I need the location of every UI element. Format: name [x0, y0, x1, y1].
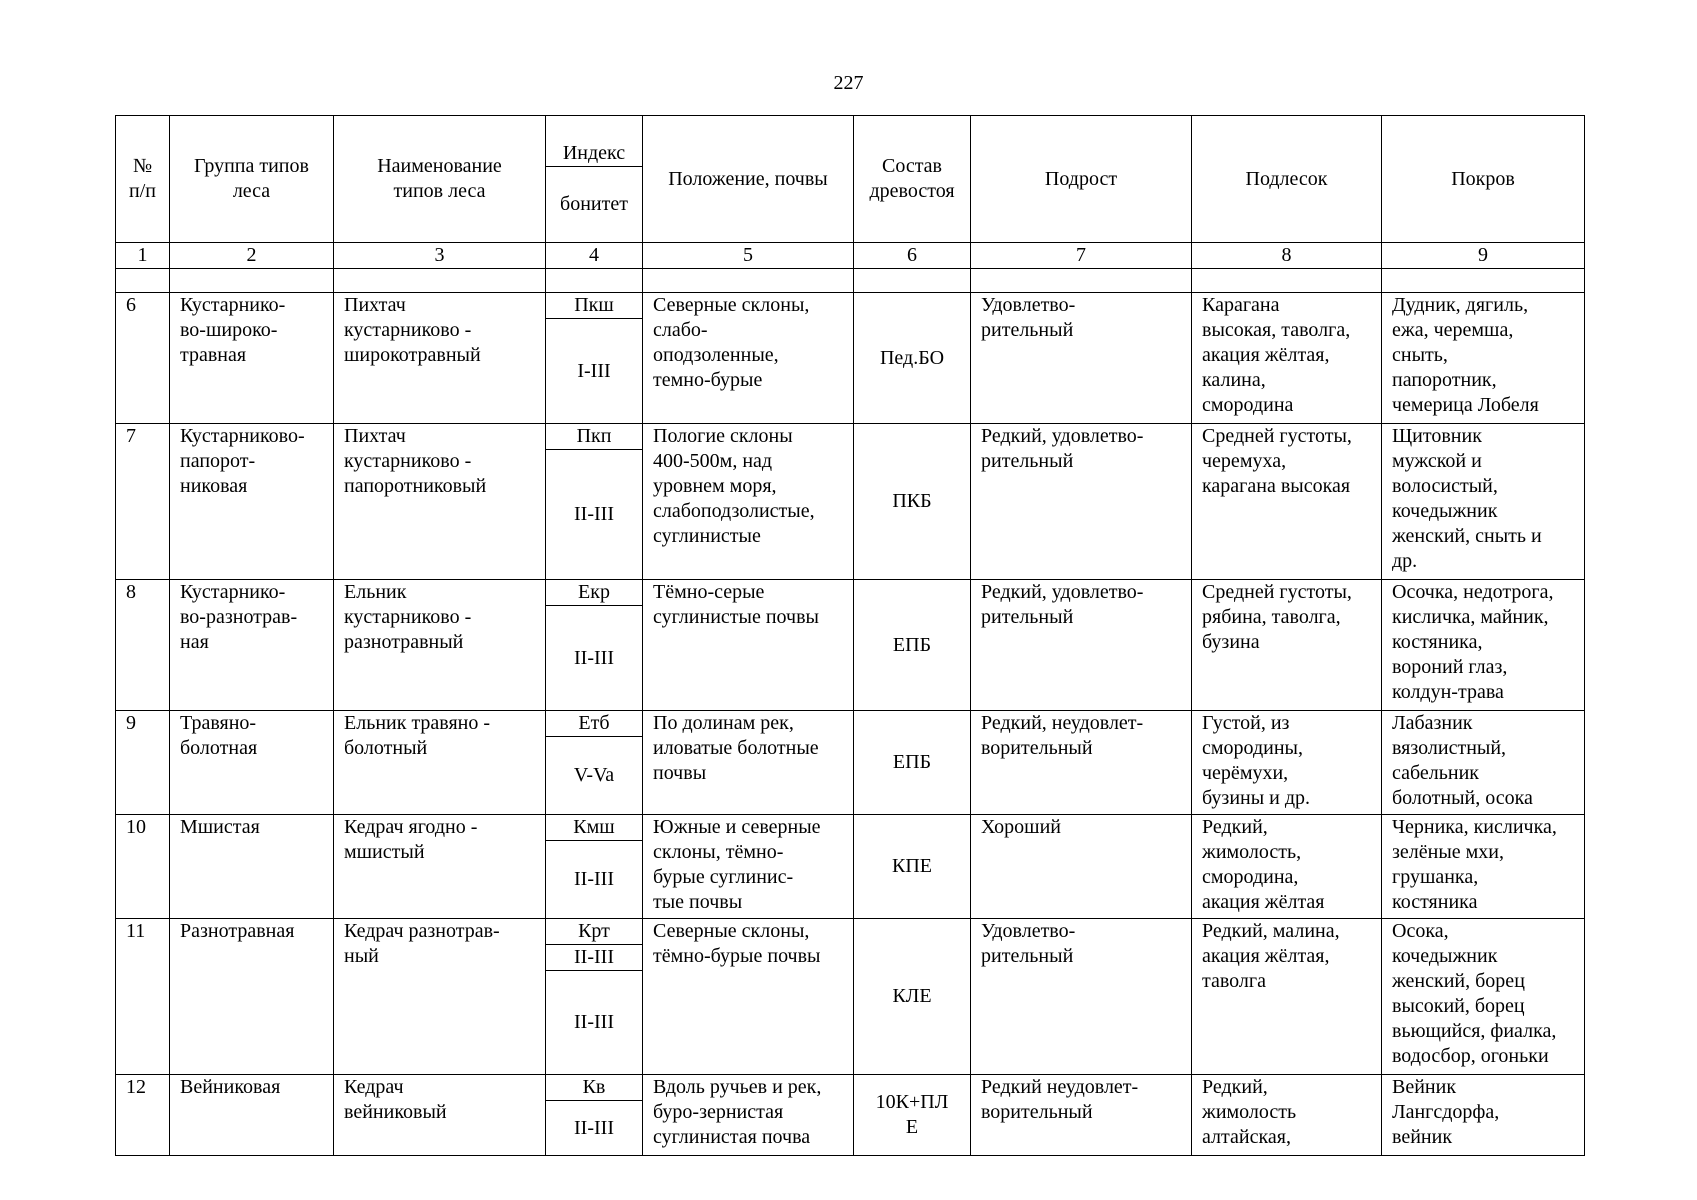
column-number: 3: [334, 243, 546, 269]
header-group: Группа типов леса: [170, 116, 334, 243]
header-index-label: Индекс: [546, 141, 642, 167]
header-name: Наименование типов леса: [334, 116, 546, 243]
cell-cover: Лабазник вязолистный, сабельник болотный, осока: [1382, 711, 1585, 815]
cell-position: Вдоль ручьев и рек, буро-зернистая суглинистая почва: [643, 1075, 854, 1156]
cell-name: Кедрач разнотрав- ный: [334, 919, 546, 1075]
cell-num: 11: [116, 919, 170, 1075]
cell-num: 7: [116, 424, 170, 580]
cell-position: Северные склоны, тёмно-бурые почвы: [643, 919, 854, 1075]
blank-row: [116, 269, 1585, 293]
index-bonitet: II-III: [574, 503, 614, 525]
cell-composition: КЛЕ: [854, 919, 971, 1075]
table-row: [116, 580, 1585, 711]
cell-name: Пихтач кустарниково - папоротниковый: [334, 424, 546, 580]
cell-name: Кедрач вейниковый: [334, 1075, 546, 1156]
cell-num: 10: [116, 815, 170, 919]
forest-types-table: [115, 115, 1585, 1156]
cell-name: Ельник кустарниково - разнотравный: [334, 580, 546, 711]
cell-undergrowth: Удовлетво- рительный: [971, 919, 1192, 1075]
index-bonitet: V-Va: [573, 764, 615, 786]
column-number: 7: [971, 243, 1192, 269]
cell-composition: ПКБ: [854, 424, 971, 580]
cell-composition: Пед.БО: [854, 293, 971, 424]
cell-underbrush: Редкий, жимолость алтайская,: [1192, 1075, 1382, 1156]
index-code: Крт: [546, 919, 642, 945]
cell-group: Кустарнико- во-разнотрав- ная: [170, 580, 334, 711]
index-code: Пкп: [546, 424, 642, 450]
table-row: [116, 1075, 1585, 1156]
table-row: [116, 424, 1585, 580]
cell-index: [546, 815, 643, 919]
index-bonitet-extra: II-III: [546, 945, 642, 971]
cell-undergrowth: Удовлетво- рительный: [971, 293, 1192, 424]
index-code: Екр: [546, 580, 642, 606]
cell-cover: Осочка, недотрога, кисличка, майник, костяника, вороний глаз, колдун-трава: [1382, 580, 1585, 711]
cell-index: [546, 293, 643, 424]
cell-position: По долинам рек, иловатые болотные почвы: [643, 711, 854, 815]
cell-name: Ельник травяно - болотный: [334, 711, 546, 815]
cell-group: Кустарнико- во-широко- травная: [170, 293, 334, 424]
cell-position: Тёмно-серые суглинистые почвы: [643, 580, 854, 711]
index-code: Кв: [546, 1075, 642, 1101]
header-num: № п/п: [116, 116, 170, 243]
table-row: [116, 815, 1585, 919]
cell-index: [546, 424, 643, 580]
column-number: 5: [643, 243, 854, 269]
index-bonitet: II-III: [574, 868, 614, 890]
column-number: 2: [170, 243, 334, 269]
cell-undergrowth: Хороший: [971, 815, 1192, 919]
cell-group: Вейниковая: [170, 1075, 334, 1156]
cell-composition: 10К+ПЛ Е: [854, 1075, 971, 1156]
cell-num: 8: [116, 580, 170, 711]
index-code: Етб: [546, 711, 642, 737]
cell-index: [546, 919, 643, 1075]
cell-cover: Осока, кочедыжник женский, борец высокий, борец вьющийся, фиалка, водосбор, огоньки: [1382, 919, 1585, 1075]
index-bonitet: II-III: [574, 1116, 614, 1139]
cell-group: Травяно- болотная: [170, 711, 334, 815]
index-bonitet: II-III: [574, 646, 614, 669]
cell-underbrush: Карагана высокая, таволга, акация жёлтая, калина, смородина: [1192, 293, 1382, 424]
cell-cover: Щитовник мужской и волосистый, кочедыжник женский, сныть и др.: [1382, 424, 1585, 580]
cell-underbrush: Редкий, малина, акация жёлтая, таволга: [1192, 919, 1382, 1075]
index-code: Пкш: [546, 293, 642, 319]
header-index: [546, 116, 643, 243]
cell-name: Кедрач ягодно - мшистый: [334, 815, 546, 919]
cell-undergrowth: Редкий, неудовлет- ворительный: [971, 711, 1192, 815]
cell-index: [546, 1075, 643, 1156]
cell-composition: ЕПБ: [854, 580, 971, 711]
column-number-row: [116, 243, 1585, 269]
cell-num: 6: [116, 293, 170, 424]
header-row: [116, 116, 1585, 243]
header-underbrush: Подлесок: [1192, 116, 1382, 243]
cell-num: 12: [116, 1075, 170, 1156]
table-row: [116, 919, 1585, 1075]
header-cover: Покров: [1382, 116, 1585, 243]
cell-name: Пихтач кустарниково - широкотравный: [334, 293, 546, 424]
header-undergrowth: Подрост: [971, 116, 1192, 243]
cell-cover: Дудник, дягиль, ежа, черемша, сныть, папоротник, чемерица Лобеля: [1382, 293, 1585, 424]
cell-underbrush: Густой, из смородины, черёмухи, бузины и др.: [1192, 711, 1382, 815]
header-position: Положение, почвы: [643, 116, 854, 243]
cell-underbrush: Средней густоты, черемуха, карагана высокая: [1192, 424, 1382, 580]
cell-index: [546, 580, 643, 711]
column-number: 9: [1382, 243, 1585, 269]
cell-cover: Вейник Лангсдорфа, вейник: [1382, 1075, 1585, 1156]
cell-composition: КПЕ: [854, 815, 971, 919]
header-composition: Состав древостоя: [854, 116, 971, 243]
cell-num: 9: [116, 711, 170, 815]
column-number: 4: [546, 243, 643, 269]
table-row: [116, 293, 1585, 424]
cell-position: Северные склоны, слабо- оподзоленные, темно-бурые: [643, 293, 854, 424]
cell-undergrowth: Редкий, удовлетво- рительный: [971, 424, 1192, 580]
cell-group: Кустарниково- папорот- никовая: [170, 424, 334, 580]
cell-undergrowth: Редкий, удовлетво- рительный: [971, 580, 1192, 711]
column-number: 1: [116, 243, 170, 269]
cell-group: Разнотравная: [170, 919, 334, 1075]
header-bonitet-label: бонитет: [560, 193, 628, 215]
index-code: Кмш: [546, 815, 642, 841]
cell-index: [546, 711, 643, 815]
cell-composition: ЕПБ: [854, 711, 971, 815]
table-row: [116, 711, 1585, 815]
page-number: 227: [833, 72, 864, 94]
cell-cover: Черника, кисличка, зелёные мхи, грушанка, костяника: [1382, 815, 1585, 919]
cell-underbrush: Редкий, жимолость, смородина, акация жёлтая: [1192, 815, 1382, 919]
cell-underbrush: Средней густоты, рябина, таволга, бузина: [1192, 580, 1382, 711]
column-number: 6: [854, 243, 971, 269]
index-bonitet: I-III: [577, 359, 611, 382]
column-number: 8: [1192, 243, 1382, 269]
cell-position: Южные и северные склоны, тёмно- бурые суглинис- тые почвы: [643, 815, 854, 919]
cell-group: Мшистая: [170, 815, 334, 919]
cell-position: Пологие склоны 400-500м, над уровнем моря, слабоподзолистые, суглинистые: [643, 424, 854, 580]
cell-undergrowth: Редкий неудовлет- ворительный: [971, 1075, 1192, 1156]
index-bonitet: II-III: [574, 1011, 614, 1033]
